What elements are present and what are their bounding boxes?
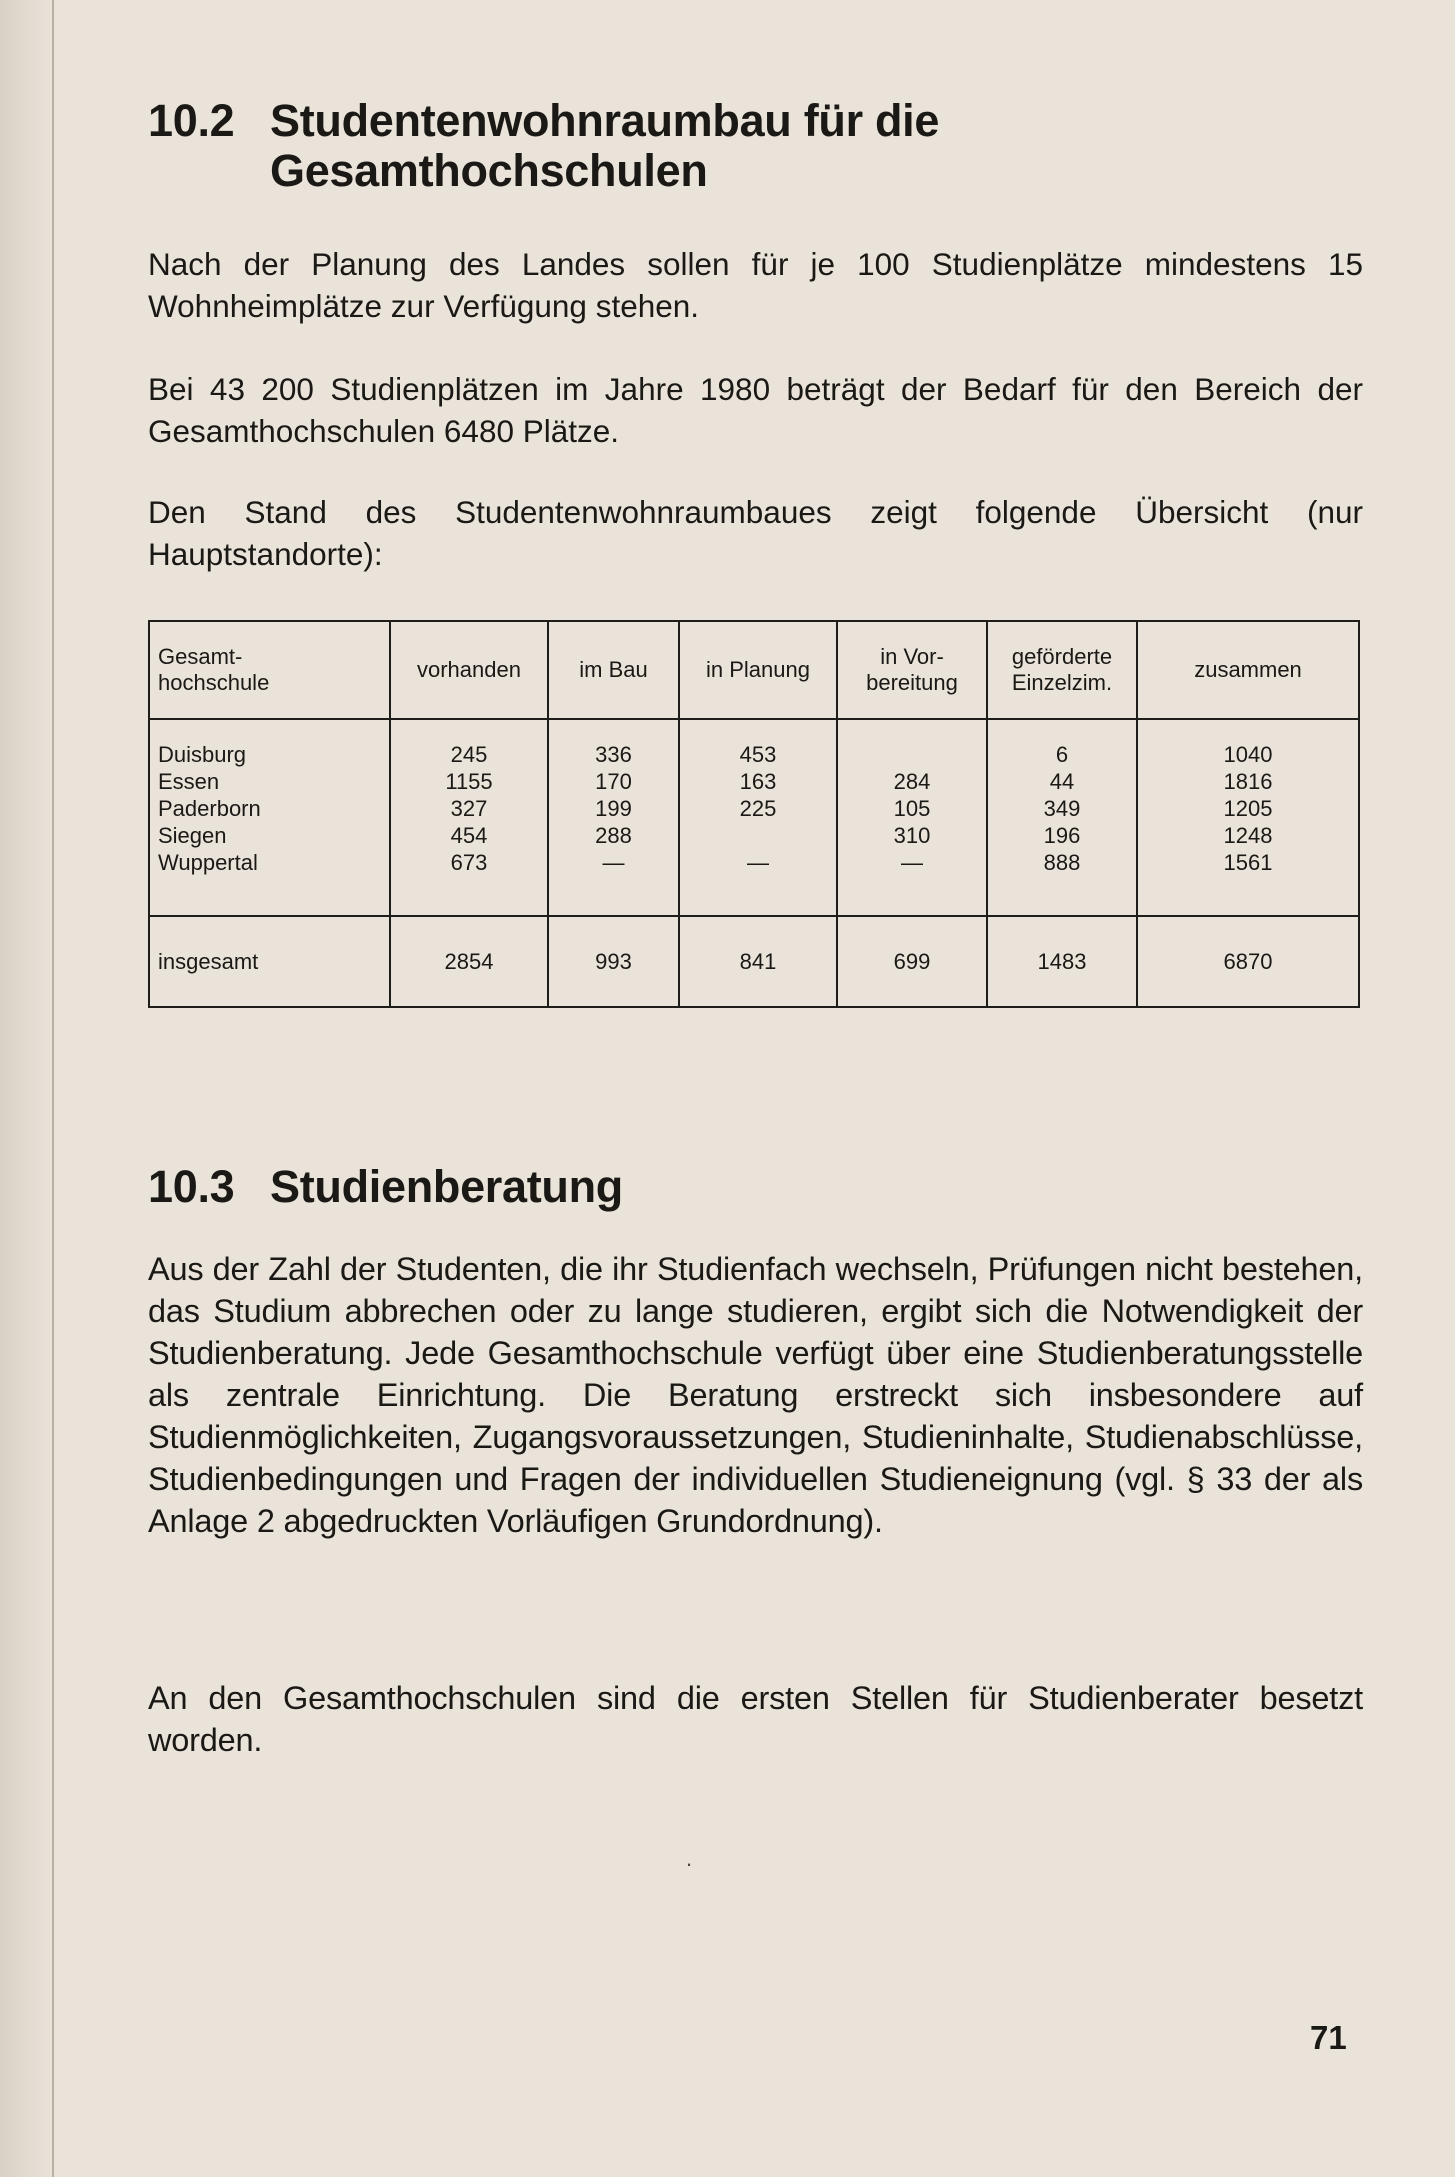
table-cell: 453 <box>739 742 777 767</box>
table-cell: 1205 <box>1223 796 1273 821</box>
paragraph-studienberatung: Aus der Zahl der Studenten, die ihr Studienfach wechseln, Prüfungen nicht bestehen, das Studium abbrechen oder zu lange studieren, ergibt sich die Notwendigkeit der Studienberatung. Jede Gesamthochschule verfügt über eine Studienberatungsstelle als zentrale Einrichtung. Die Beratung erstreckt sich insbesondere auf Studienmöglichkeiten, Zugangsvoraussetzungen, Studieninhalte, Studienabschlüsse, Studienbedingungen und Fragen der individuellen Studieneignung (vgl. § 33 der als Anlage 2 abgedruckten Vorläufigen Grundordnung). <box>148 1251 1363 1539</box>
table-cell: 105 <box>893 796 931 821</box>
total-label: insgesamt <box>158 948 259 974</box>
table-cell: 1155 <box>445 769 493 794</box>
section-10-2-title-line1: Studentenwohnraumbau für die <box>270 95 940 146</box>
table-cell: 327 <box>450 796 488 821</box>
total-vorhanden: 2854 <box>390 916 548 1006</box>
table-cell: — <box>901 850 923 875</box>
header-gefoerderte-einzelzimmer: geförderte Einzelzim. <box>987 622 1137 719</box>
page-binding-line <box>52 0 54 2177</box>
total-gefoerderte: 1483 <box>987 916 1137 1006</box>
paragraph-studienberater: An den Gesamthochschulen sind die ersten Stellen für Studienberater besetzt worden. <box>148 1680 1363 1758</box>
table-cell: 1248 <box>1223 823 1273 848</box>
column-in-vorbereitung <box>837 719 987 916</box>
table-cell: 6 <box>1055 742 1069 767</box>
stray-mark: . <box>686 1846 693 1871</box>
header-vorhanden: vorhanden <box>390 622 548 719</box>
table-cell: 284 <box>893 769 931 794</box>
section-10-2-heading <box>148 96 939 196</box>
header-zusammen: zusammen <box>1137 622 1358 719</box>
table-cell: 336 <box>595 742 632 767</box>
paragraph-planning: Nach der Planung des Landes sollen für je 100 Studienplätze mindestens 15 Wohnheimplätze zur Verfügung stehen. <box>148 246 1363 324</box>
table-cell: 310 <box>893 823 931 848</box>
header-in-vorbereitung: in Vor- bereitung <box>837 622 987 719</box>
table-cell: 1561 <box>1223 850 1273 875</box>
page-edge-shadow <box>0 0 58 2177</box>
table-cell: 163 <box>739 769 777 794</box>
total-zusammen: 6870 <box>1137 916 1358 1006</box>
table-cell: 170 <box>595 769 632 794</box>
column-names <box>150 719 390 916</box>
table-body-rows <box>150 719 1358 916</box>
table-header-row <box>150 622 1358 719</box>
table-cell: 199 <box>595 796 632 821</box>
column-gefoerderte <box>987 719 1137 916</box>
table-cell: Duisburg <box>158 742 247 767</box>
section-10-3-title: Studienberatung <box>270 1161 623 1212</box>
column-vorhanden <box>390 719 548 916</box>
table-cell: 349 <box>1043 796 1081 821</box>
total-in-planung: 841 <box>679 916 837 1006</box>
table-cell: Wuppertal <box>158 850 258 875</box>
header-gesamthochschule: Gesamt- hochschule <box>150 622 390 719</box>
table-cell: Essen <box>158 769 220 794</box>
table-cell: 225 <box>739 796 777 821</box>
table-total-row <box>150 916 1358 1006</box>
total-in-vorbereitung: 699 <box>837 916 987 1006</box>
table-cell: 888 <box>1043 850 1081 875</box>
column-im-bau <box>548 719 679 916</box>
paragraph-demand: Bei 43 200 Studienplätzen im Jahre 1980 beträgt der Bedarf für den Bereich der Gesamthochschulen 6480 Plätze. <box>148 371 1363 449</box>
table-cell: — <box>602 850 625 875</box>
table-cell: 1816 <box>1223 769 1273 794</box>
table-cell: 1040 <box>1223 742 1273 767</box>
section-10-2-title-line2: Gesamthochschulen <box>270 145 708 196</box>
table-cell: 288 <box>595 823 632 848</box>
header-in-planung: in Planung <box>679 622 837 719</box>
table-cell: — <box>747 850 769 875</box>
page-number: 71 <box>1310 2019 1347 2056</box>
table-cell: 673 <box>450 850 488 875</box>
table-cell: 245 <box>450 742 488 767</box>
total-im-bau: 993 <box>548 916 679 1006</box>
column-zusammen <box>1137 719 1358 916</box>
paragraph-overview-intro: Den Stand des Studentenwohnraumbaues zeigt folgende Übersicht (nur Hauptstandorte): <box>148 494 1363 572</box>
table-cell: 44 <box>1049 769 1075 794</box>
table-cell <box>846 742 978 769</box>
section-10-3-heading <box>148 1162 623 1212</box>
column-in-planung <box>679 719 837 916</box>
section-10-3-number: 10.3 <box>148 1161 235 1212</box>
table-cell: 454 <box>450 823 488 848</box>
table-cell: Paderborn <box>158 796 261 821</box>
table-cell <box>688 823 828 850</box>
header-im-bau: im Bau <box>548 622 679 719</box>
section-10-2-number: 10.2 <box>148 95 235 146</box>
table-cell: Siegen <box>158 823 227 848</box>
table-cell: 196 <box>1043 823 1081 848</box>
housing-table <box>148 620 1360 1008</box>
